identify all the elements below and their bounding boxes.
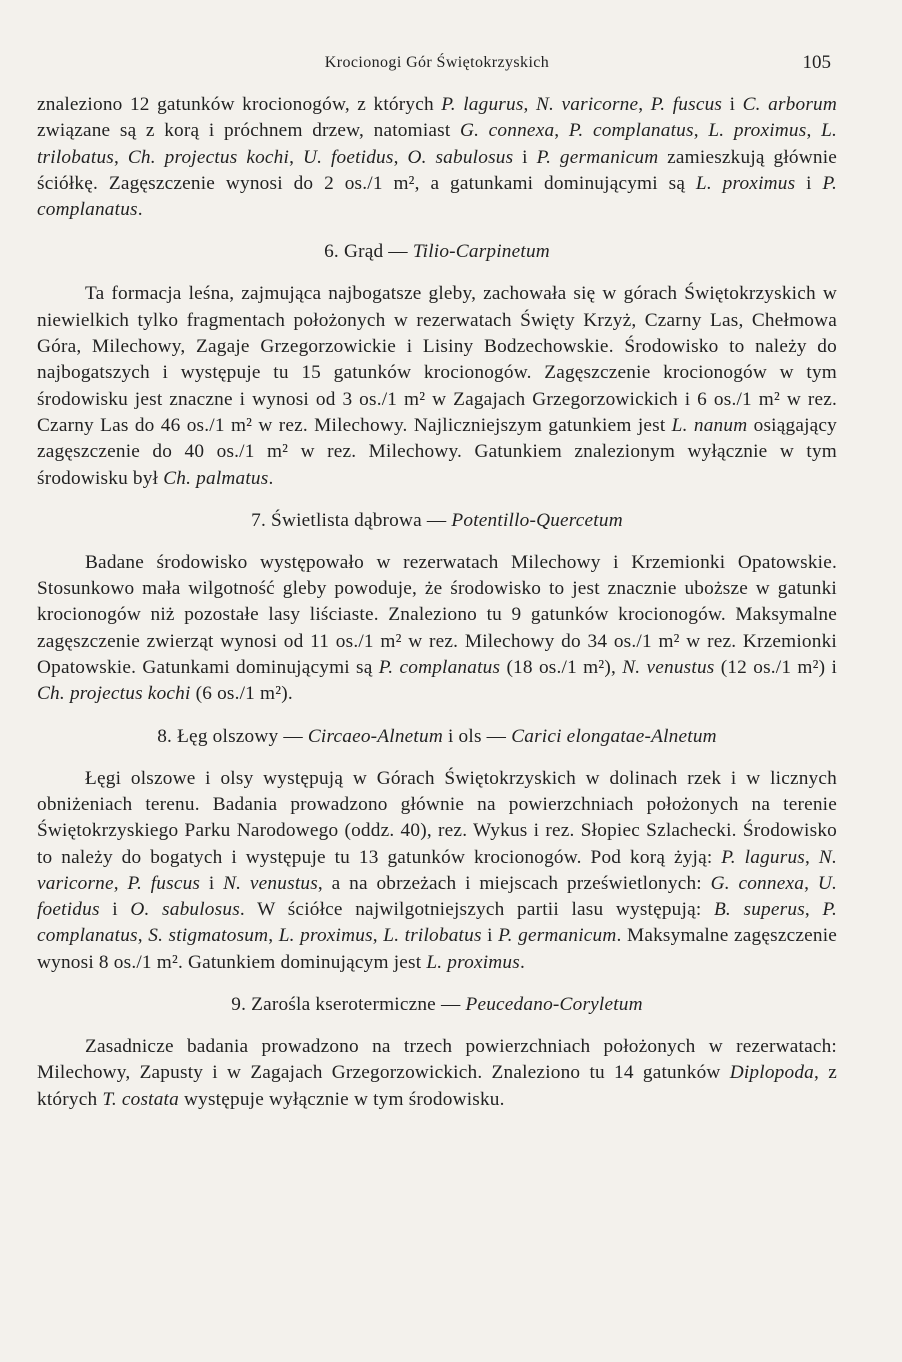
taxon-name: L. proximus <box>695 172 796 194</box>
taxon-name: T. costata <box>102 1088 179 1110</box>
text-run: Ta formacja leśna, zajmująca najbogatsze gleby, zachowała się w górach Świętokrzyskich w niewielkich tylko fragmentach położonych w rezerwatach Święty Krzyż, Czarny Las, Chełmowa Góra, Milechowy, Zagaje Grzegorzowickie i Lisiny Bodzechowskie. Środowisko to należy do najbogatszych i występuje tu 15 gatunków krocionogów. Zagęszczenie krocionogów w tym środowisku jest znaczne i wynosi od 3 os./1 m² w Zagajach Grzegorzowickich i 6 os./1 m² w rez. Czarny Las do 46 os./1 m² w rez. Milechowy. Najliczniejszym gatunkiem jest <box>37 283 837 436</box>
taxon-name: N. venustus <box>223 872 318 894</box>
document-page <box>37 48 837 1113</box>
body-text <box>37 92 837 1113</box>
text-run: , <box>804 872 818 894</box>
text-run: i <box>481 925 499 947</box>
text-run: , <box>804 899 823 921</box>
text-run: 6. Grąd — <box>324 241 413 263</box>
taxon-name: N. varicorne <box>536 94 639 115</box>
text-run: i <box>200 872 224 894</box>
text-run: , <box>113 872 128 894</box>
taxon-name: O. sabulosus <box>407 146 514 168</box>
text-run: , a na obrzeżach i miejscach prześwietlonych: <box>317 872 711 894</box>
text-run: , <box>523 94 536 115</box>
taxon-name: Potentillo-Quercetum <box>451 509 623 531</box>
taxon-name: L. nanum <box>671 414 748 436</box>
text-run: i <box>99 899 131 921</box>
paragraph-leg-olszowy <box>37 766 837 976</box>
taxon-name: B. superus <box>713 899 805 921</box>
running-header <box>37 48 837 84</box>
taxon-name: Peucedano-Coryletum <box>465 994 643 1016</box>
taxon-name: Ch. palmatus <box>163 467 269 489</box>
taxon-name: S. stigmatosum <box>148 925 269 947</box>
section-heading-dabrowa <box>37 508 837 534</box>
paragraph-grad <box>37 281 837 491</box>
paragraph-dabrowa <box>37 550 837 708</box>
text-run: (6 os./1 m²). <box>190 683 293 705</box>
text-run: występuje wyłącznie w tym środowisku. <box>178 1088 505 1110</box>
text-run: znaleziono 12 gatunków krocionogów, z których <box>37 94 442 115</box>
text-run: . <box>137 199 143 221</box>
text-run: i <box>513 146 537 168</box>
taxon-name: P. complanatus <box>568 120 694 142</box>
text-run: zamieszkują głównie ściółkę. Zagęszczenie wynosi do 2 os./1 m², a gatunkami dominującymi są <box>37 146 838 194</box>
taxon-name: L. trilobatus <box>383 925 482 947</box>
taxon-name: C. arborum <box>742 94 837 115</box>
taxon-name: P. germanicum <box>536 146 659 168</box>
paragraph-continued <box>37 92 837 223</box>
text-run: Łęgi olszowe i olsy występują w Górach Świętokrzyskich w dolinach rzek i w licznych obniżeniach terenu. Badania prowadzono głównie na powierzchniach położonych na terenie Świętokrzyskiego Parku Narodowego (oddz. 40), rez. Wykus i rez. Słopiec Szlachecki. Środowisko to należy do bogatych i występuje tu 13 gatunków krocionogów. Pod korą żyją: <box>37 767 837 868</box>
taxon-name: U. foetidus <box>37 872 837 921</box>
running-title: Krocionogi Gór Świętokrzyskich <box>324 54 550 71</box>
text-run: , <box>372 925 384 947</box>
text-run: , <box>137 925 149 947</box>
paragraph-zarosla <box>37 1034 837 1113</box>
section-heading-leg-olszowy <box>37 724 837 750</box>
text-run: 7. Świetlista dąbrowa — <box>251 509 452 531</box>
taxon-name: Carici elongatae-Alnetum <box>511 725 717 747</box>
text-run: i <box>722 94 743 115</box>
section-heading-zarosla <box>37 992 837 1018</box>
taxon-name: U. foetidus <box>302 146 394 168</box>
taxon-name: Ch. projectus kochi <box>127 146 290 168</box>
text-run: , <box>114 146 128 168</box>
text-run: związane są z korą i próchnem drzew, natomiast <box>37 120 460 142</box>
text-run: (18 os./1 m²), <box>500 657 623 679</box>
text-run: i ols — <box>442 725 512 747</box>
taxon-name: O. sabulosus <box>130 899 240 921</box>
taxon-name: P. complanatus <box>37 172 837 221</box>
text-run: Zasadnicze badania prowadzono na trzech powierzchniach położonych w rezerwatach: Milechowy, Zapusty i w Zagajach Grzegorzowickich. Znaleziono tu 14 gatunków <box>37 1036 837 1084</box>
taxon-name: Circaeo-Alnetum <box>307 725 443 747</box>
taxon-name: P. complanatus <box>37 899 837 947</box>
text-run: . W ściółce najwilgotniejszych partii lasu występują: <box>239 899 714 921</box>
text-run: , <box>638 94 651 115</box>
page-number: 105 <box>802 52 831 73</box>
text-run: i <box>795 172 823 194</box>
text-run: osiągający zagęszczenie do 40 os./1 m² w rez. Milechowy. Gatunkiem znalezionym wyłącznie w tym środowisku był <box>37 414 838 489</box>
taxon-name: G. connexa <box>459 120 555 142</box>
text-run: . <box>268 467 274 489</box>
text-run: Badane środowisko występowało w rezerwatach Milechowy i Krzemionki Opatowskie. Stosunkowo mała wilgotność gleby powoduje, że środowisko to jest znacznie uboższe w gatunki krocionogów niż pozostałe lasy liściaste. Znaleziono tu 9 gatunków krocionogów. Maksymalne zagęszczenie zwierząt wynosi od 11 os./1 m² w rez. Milechowy do 34 os./1 m² w rez. Krzemionki Opatowskie. Gatunkami dominującymi są <box>37 551 837 679</box>
taxon-name: L. proximus <box>278 925 373 947</box>
taxon-name: N. varicorne <box>37 846 838 894</box>
taxon-name: N. venustus <box>622 657 715 679</box>
taxon-name: L. proximus <box>708 120 807 142</box>
taxon-name: Ch. projectus kochi <box>37 683 191 705</box>
text-run: , <box>268 925 279 947</box>
taxon-name: L. proximus <box>426 951 520 973</box>
taxon-name: P. fuscus <box>127 872 201 894</box>
taxon-name: L. trilobatus <box>37 120 838 168</box>
text-run: 8. Łęg olszowy — <box>157 725 308 747</box>
taxon-name: Tilio-Carpinetum <box>412 241 550 263</box>
taxon-name: G. connexa <box>710 872 805 894</box>
text-run: , <box>805 846 819 868</box>
text-run: . <box>519 951 525 973</box>
section-heading-grad <box>37 239 837 265</box>
taxon-name: P. lagurus <box>721 846 806 868</box>
taxon-name: P. complanatus <box>378 657 501 679</box>
taxon-name: P. fuscus <box>650 94 723 115</box>
text-run: , z których <box>37 1062 837 1110</box>
taxon-name: P. lagurus <box>441 94 524 115</box>
text-run: , <box>289 146 303 168</box>
text-run: , <box>554 120 569 142</box>
text-run: , <box>693 120 709 142</box>
text-run: (12 os./1 m²) i <box>714 657 838 679</box>
text-run: , <box>806 120 822 142</box>
taxon-name: P. germanicum <box>498 925 617 947</box>
text-run: . Maksymalne zagęszczenie wynosi 8 os./1 m². Gatunkiem dominującym jest <box>37 925 838 973</box>
text-run: 9. Zarośla kserotermiczne — <box>231 994 466 1016</box>
taxon-name: Diplopoda <box>729 1062 815 1084</box>
text-run: , <box>393 146 408 168</box>
